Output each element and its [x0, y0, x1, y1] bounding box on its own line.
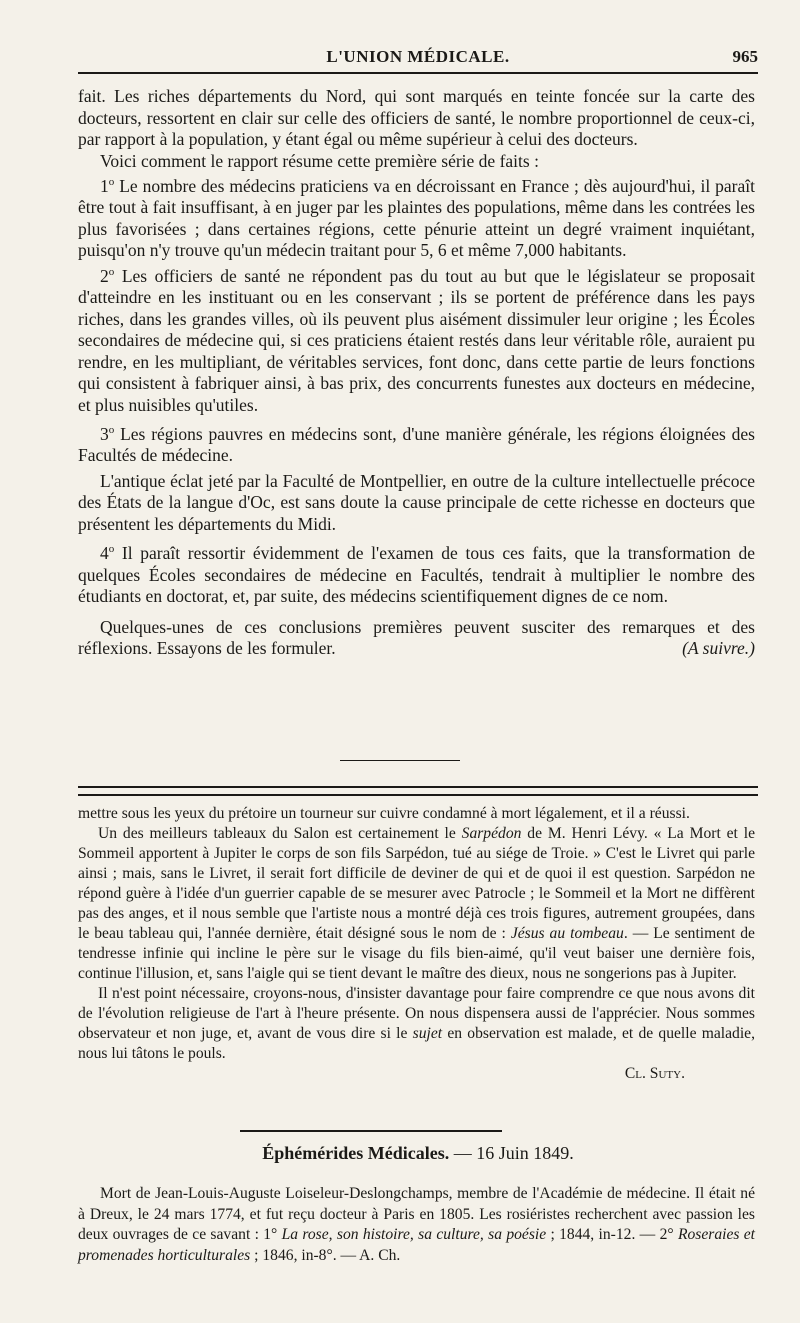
page-number: 965 — [732, 47, 758, 66]
paragraph: Il n'est point nécessaire, croyons-nous, d'insister davantage pour faire comprendre ce que nous avons dit de l'évolution religieuse de l'art à l'heure présente. On nous dispensera aussi de l'apprécier. Nous sommes observateur et non juge, et, avant de vous dire si le sujet en observation est malade, et de quelle maladie, nous lui tâtons le pouls. — [78, 985, 755, 1062]
section-rule — [240, 1130, 502, 1132]
running-head: L'UNION MÉDICALE. — [326, 47, 510, 66]
header-rule — [78, 72, 758, 74]
book-title: La rose, son histoire, sa culture, sa poésie — [281, 1226, 547, 1243]
page-header — [78, 42, 758, 72]
numbered-paragraph-3: 3$^o$ Les régions pauvres en médecins sont, d'une manière générale, les régions éloignées des Facultés de médecine. — [78, 423, 755, 466]
paragraph: Mort de Jean-Louis-Auguste Loiseleur-Deslongchamps, membre de l'Académie de médecine. Il était né à Dreux, le 24 mars 1774, et fut reçu docteur à Paris en 1805. Les rosiéristes recherchent avec passion les deux ouvrages de ce savant : 1° La rose, son histoire, sa culture, sa poésie ; 1844, in-12. — 2° Roseraies et promenades horticulturales ; 1846, in-8°. — A. Ch. — [78, 1185, 756, 1264]
artwork-title: Jésus au tombeau — [510, 925, 624, 942]
feuilleton-divider — [78, 786, 758, 796]
paragraph: mettre sous les yeux du prétoire un tourneur sur cuivre condamné à mort légalement, et il a réussi. — [78, 805, 690, 822]
paragraph: fait. Les riches départements du Nord, qui sont marqués en teinte foncée sur la carte des docteurs, ressortent en clair sur celle des officiers de santé, le nombre proportionnel de ceux-ci, par rapport à la population, y étant égal ou même supérieur à celui des docteurs. — [78, 86, 755, 149]
paragraph: Voici comment le rapport résume cette première série de faits : — [100, 150, 539, 171]
feuilleton-section — [78, 804, 755, 1084]
numbered-paragraph-2: 2$^o$ Les officiers de santé ne répondent pas du tout au but que le législateur se proposait d'atteindre en les instituant ou en les conservant ; ils se portent de préférence dans les pays riches, dans les grandes villes, où ils peuvent plus aisément dissimuler leur origine ; les Écoles secondaires de médecine qui, si ces praticiens étaient restés dans leur véritable rôle, auraient pu rendre, en les multipliant, de véritables services, font donc, dans cette partie de leurs fonctions qui consistent à fabriquer ainsi, à bas prix, des concurrents funestes aux docteurs en médecine, et plus nuisibles qu'utiles. — [78, 265, 755, 415]
paragraph: Un des meilleurs tableaux du Salon est certainement le Sarpédon de M. Henri Lévy. « La Mort et le Sommeil apportent à Jupiter le corps de son fils Sarpédon, tué au siége de Troie. » C'est le Livret qui parle ainsi ; mais, sans le Livret, il serait fort difficile de deviner de qui et de quoi il est question. Sarpédon ne répond guère à l'idée d'un guerrier capable de se mesurer avec Patrocle ; le Sommeil et la Mort ne diffèrent pas des anges, et il nous semble que l'artiste nous a montré déjà ces trois figures, autrement groupées, dans le beau tableau qui, l'année dernière, était désigné sous le nom de : Jésus au tombeau. — Le sentiment de tendresse infinie qui incline le père sur le visage du fils bien-aimé, qu'il veut baiser une dernière fois, continue l'illusion, et, sans l'aigle qui se tient devant le maître des dieux, nous ne songerions pas à Jupiter. — [78, 825, 755, 982]
main-article-body — [78, 86, 755, 660]
to-be-continued: (A suivre.) — [682, 638, 755, 659]
artwork-title: Sarpédon — [461, 825, 522, 842]
numbered-paragraph-4: 4$^o$ Il paraît ressortir évidemment de l'examen de tous ces faits, que la transformation de quelques Écoles secondaires de médecine en Facultés, tendrait à multiplier le nombre des étudiants en doctorat, et, par suite, des médecins scientifiquement dignes de ce nom. — [78, 543, 755, 607]
section-title: Éphémérides Médicales. — 16 Juin 1849. — [262, 1143, 574, 1163]
closing-paragraph: Quelques-unes de ces conclusions premières peuvent susciter des remarques et des réflexions. Essayons de les formuler. (A suivre.) — [78, 616, 755, 659]
numbered-paragraph-1: 1$^o$ Le nombre des médecins praticiens va en décroissant en France ; dès aujourd'hui, il paraît être tout à fait insuffisant, à en juger par les plaintes des populations, même dans les contrées les plus favorisées ; dans certaines régions, cette pénurie atteint un degré vraiment inquiétant, puisqu'on n'y trouve qu'un médecin traitant pour 5, 6 et même 7,000 habitants. — [78, 175, 755, 261]
author-signature: Cl. Suty. — [624, 1065, 685, 1082]
book-title: Roseraies et promenades horticulturales — [78, 1226, 756, 1264]
ephemeris-entry — [78, 1184, 755, 1266]
section-date: — 16 Juin 1849. — [453, 1143, 574, 1163]
article-end-rule — [340, 760, 460, 761]
paragraph: L'antique éclat jeté par la Faculté de Montpellier, en outre de la culture intellectuelle précoce des États de la langue d'Oc, est sans doute la cause principale de cette richesse en docteurs que présentent les départements du Midi. — [78, 470, 755, 534]
